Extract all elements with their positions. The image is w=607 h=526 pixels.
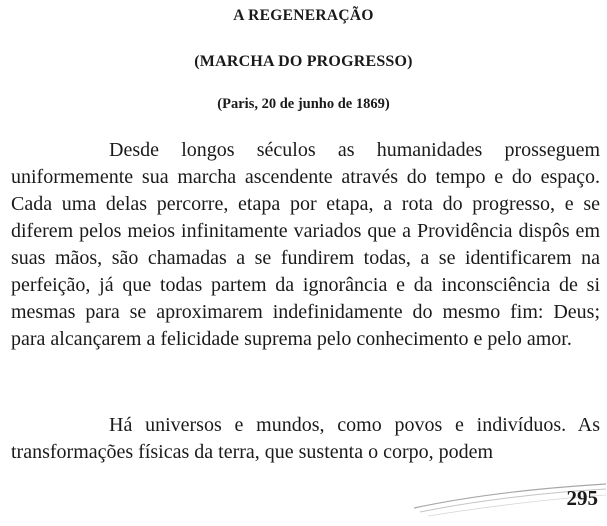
chapter-date: (Paris, 20 de junho de 1869) (217, 96, 390, 112)
paragraph-2: Há universos e mundos, como povos e indivíduos. As transformações físicas da terra, que sustenta o corpo, podem (11, 414, 600, 463)
chapter-subtitle: (MARCHA DO PROGRESSO) (194, 53, 413, 70)
page-number: 295 (566, 486, 598, 510)
paragraph-1: Desde longos séculos as humanidades prosseguem uniformemente sua marcha ascendente através do tempo e do espaço. Cada uma delas percorre, etapa por etapa, a rota do progresso, e se diferem pelos meios infinitamente variados que a Providência dispôs em suas mãos, são chamadas a se fundirem todas, a se identificarem na perfeição, já que todas partem da ignorância e da inconsciência de si mesmas para se aproximarem indefinidamente do mesmo fim: Deus; para alcançarem a felicidade suprema pelo conhecimento e pelo amor. (11, 139, 600, 350)
chapter-title: A REGENERAÇÃO (233, 7, 374, 24)
